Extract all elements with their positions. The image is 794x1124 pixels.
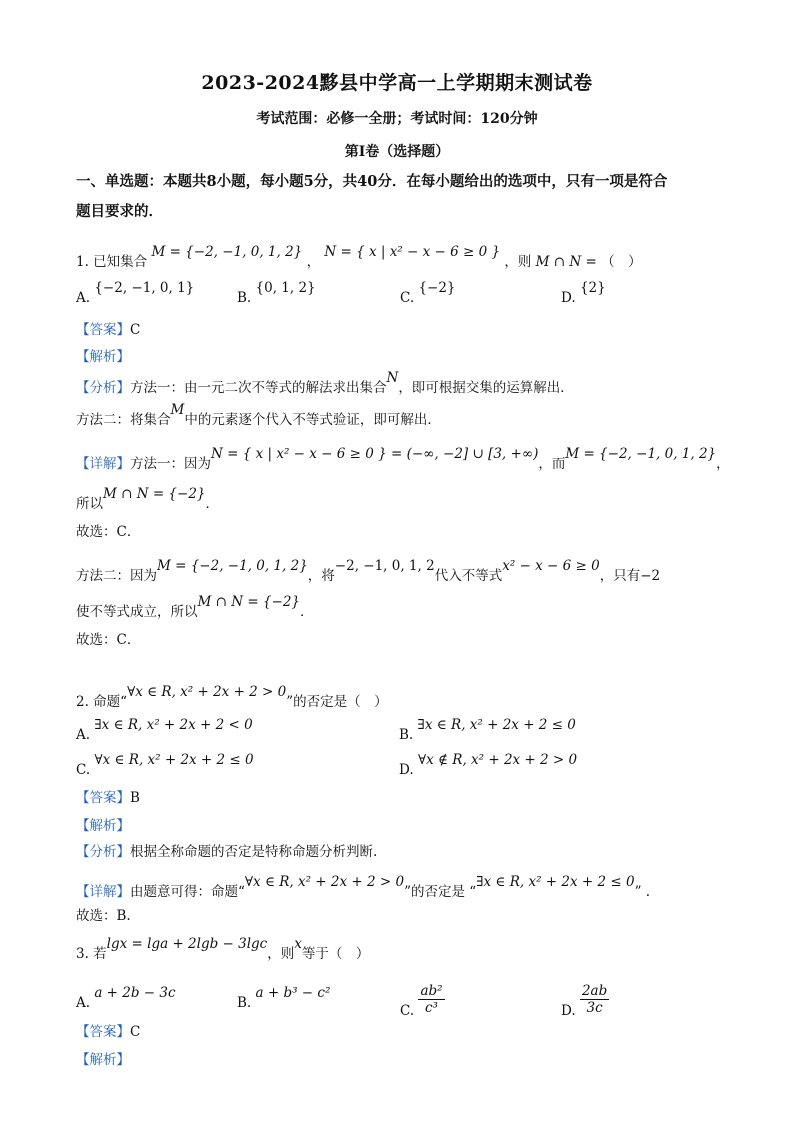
math: M = {−2, −1, 0, 1, 2} xyxy=(157,558,308,574)
text: ” . xyxy=(634,884,651,900)
section-line-2: 题目要求的． xyxy=(76,203,163,220)
option-text: ∀x ∈ R, x² + 2x + 2 ≤ 0 xyxy=(94,752,254,768)
analysis-tag: 【解析】 xyxy=(76,1052,130,1068)
q1-choose-2: 故选：C． xyxy=(76,632,141,648)
question-2 xyxy=(76,684,388,710)
option-text: {0, 1, 2} xyxy=(255,280,316,296)
q1-prefix: 1. 已知集合 xyxy=(76,254,148,270)
option-text: ∀x ∉ R, x² + 2x + 2 > 0 xyxy=(417,752,578,768)
option-label: A. xyxy=(76,727,91,743)
q1-suffix: ，则 xyxy=(504,254,532,270)
option-text: {−2} xyxy=(418,280,456,296)
q2-option-a[interactable] xyxy=(76,717,253,743)
text: 方法一：由一元二次不等式的解法求出集合 xyxy=(130,380,387,396)
q3-option-a[interactable] xyxy=(76,985,176,1011)
math: M xyxy=(170,402,185,418)
section-heading xyxy=(76,167,736,227)
option-text: ∃x ∈ R, x² + 2x + 2 ≤ 0 xyxy=(417,717,576,733)
q1-method2-2 xyxy=(76,594,314,620)
math: lgx = lga + 2lgb − 3lgc xyxy=(106,936,268,952)
text: ． xyxy=(205,496,220,512)
q3-option-d[interactable] xyxy=(561,983,609,1028)
q2-analysis-tag xyxy=(76,814,130,834)
q2-option-b[interactable] xyxy=(399,717,576,743)
q3-option-b[interactable] xyxy=(237,985,331,1011)
math: M = {−2, −1, 0, 1, 2} xyxy=(565,446,717,462)
q1-fenxi-1 xyxy=(76,370,574,396)
option-text: {2} xyxy=(579,280,606,296)
text: ． xyxy=(300,604,314,620)
q2-choose: 故选：B. xyxy=(76,908,131,924)
option-label: D. xyxy=(399,762,414,778)
option-label: D. xyxy=(561,290,576,306)
answer-tag: 【答案】 xyxy=(76,1024,130,1040)
fenxi-tag: 【分析】 xyxy=(76,380,130,396)
q2-answer xyxy=(76,786,140,806)
math: ∀x ∈ R, x² + 2x + 2 > 0 xyxy=(244,874,405,890)
analysis-tag: 【解析】 xyxy=(76,818,130,834)
q1-answer xyxy=(76,318,140,338)
denominator: c³ xyxy=(425,1000,438,1016)
text: ，将 xyxy=(307,568,335,584)
answer-value: C xyxy=(130,1024,141,1040)
text: ， xyxy=(716,456,730,472)
q1-xiangjie-1 xyxy=(76,446,730,472)
text: 方法二：因为 xyxy=(76,568,157,584)
option-text: ∃x ∈ R, x² + 2x + 2 < 0 xyxy=(94,717,253,733)
math: −2, −1, 0, 1, 2 xyxy=(334,558,435,574)
q3-option-c[interactable] xyxy=(400,983,445,1028)
q1-analysis-tag xyxy=(76,345,130,365)
q1-option-b[interactable] xyxy=(237,280,316,306)
math: M ∩ N = {−2} xyxy=(103,486,206,502)
q1-option-d[interactable] xyxy=(561,280,606,306)
option-label: A. xyxy=(76,290,91,306)
text: 中的元素逐个代入不等式验证，即可解出． xyxy=(184,412,441,428)
math: x² − x − 6 ≥ 0 xyxy=(502,558,600,574)
q1-expr: M ∩ N = xyxy=(535,254,597,270)
text: 方法一：因为 xyxy=(130,456,211,472)
question-3 xyxy=(76,936,370,962)
text: 3. 若 xyxy=(76,946,107,962)
question-1 xyxy=(76,244,642,270)
option-text: {−2, −1, 0, 1} xyxy=(94,280,195,296)
q2-option-c[interactable] xyxy=(76,752,254,778)
q1-method2-1 xyxy=(76,558,661,584)
math: M ∩ N = {−2} xyxy=(197,594,301,610)
text: ，而 xyxy=(538,456,566,472)
q1-set-m: M = {−2, −1, 0, 1, 2} xyxy=(151,244,303,260)
denominator: 3c xyxy=(586,1000,603,1016)
analysis-tag: 【解析】 xyxy=(76,349,130,365)
math: −2 xyxy=(640,568,661,584)
fenxi-tag: 【分析】 xyxy=(76,844,130,860)
option-text: a + b³ − c² xyxy=(255,985,331,1001)
text: 等于（ ） xyxy=(301,946,370,962)
text: ”的否定是 “ xyxy=(404,884,477,900)
q3-analysis-tag xyxy=(76,1048,130,1068)
q1-set-n: N = { x | x² − x − 6 ≥ 0 } xyxy=(324,244,501,260)
option-label: A. xyxy=(76,995,91,1011)
text: 2. 命题“ xyxy=(76,694,128,710)
q3-answer xyxy=(76,1020,140,1040)
option-label: C. xyxy=(76,762,91,778)
text: 所以 xyxy=(76,496,103,512)
numerator: 2ab xyxy=(581,983,608,999)
option-label: B. xyxy=(237,290,252,306)
text: 方法二：将集合 xyxy=(76,412,171,428)
section-line-1: 一、单选题：本题共8小题，每小题5分，共40分．在每小题给出的选项中，只有一项是符合 xyxy=(76,173,668,190)
page-title: 2023-2024黟县中学高一上学期期末测试卷 xyxy=(201,72,593,94)
q1-comma: ， xyxy=(306,254,321,270)
math: ∃x ∈ R, x² + 2x + 2 ≤ 0 xyxy=(476,874,635,890)
fraction xyxy=(580,983,609,1016)
answer-value: C xyxy=(130,322,141,338)
fraction xyxy=(418,983,444,1016)
q2-xiangjie xyxy=(76,874,651,900)
q1-option-c[interactable] xyxy=(400,280,456,306)
math: N = { x | x² − x − 6 ≥ 0 } = (−∞, −2] ∪ [3, +∞) xyxy=(211,446,539,462)
option-label: D. xyxy=(561,1003,576,1019)
math: N xyxy=(386,370,399,386)
xiangjie-tag: 【详解】 xyxy=(76,884,130,900)
q1-option-a[interactable] xyxy=(76,280,195,306)
option-label: C. xyxy=(400,290,415,306)
option-label: B. xyxy=(237,995,252,1011)
xiangjie-tag: 【详解】 xyxy=(76,456,130,472)
option-label: C. xyxy=(400,1003,415,1019)
answer-tag: 【答案】 xyxy=(76,322,130,338)
text: 根据全称命题的否定是特称命题分析判断. xyxy=(130,844,378,860)
text: 由题意可得：命题“ xyxy=(130,884,245,900)
q2-fenxi xyxy=(76,840,377,860)
q1-choose-1: 故选：C． xyxy=(76,524,141,540)
text: ，即可根据交集的运算解出． xyxy=(398,380,574,396)
answer-tag: 【答案】 xyxy=(76,790,130,806)
text: ，则 xyxy=(267,946,295,962)
option-text: a + 2b − 3c xyxy=(94,985,176,1001)
answer-value: B xyxy=(130,790,140,806)
q1-paren: （ ） xyxy=(601,254,642,270)
exam-info: 考试范围：必修一全册；考试时间：120分钟 xyxy=(256,111,538,127)
math: x xyxy=(294,936,302,952)
text: 使不等式成立，所以 xyxy=(76,604,198,620)
math: ∀x ∈ R, x² + 2x + 2 > 0 xyxy=(127,684,287,700)
text: 代入不等式 xyxy=(434,568,503,584)
q1-xiangjie-2 xyxy=(76,486,220,512)
volume-heading: 第I卷（选择题） xyxy=(344,144,450,160)
q2-option-d[interactable] xyxy=(399,752,578,778)
option-label: B. xyxy=(399,727,414,743)
q1-fenxi-2 xyxy=(76,402,441,428)
numerator: ab² xyxy=(420,983,443,999)
text: ”的否定是（ ） xyxy=(286,694,388,710)
text: ，只有 xyxy=(599,568,641,584)
